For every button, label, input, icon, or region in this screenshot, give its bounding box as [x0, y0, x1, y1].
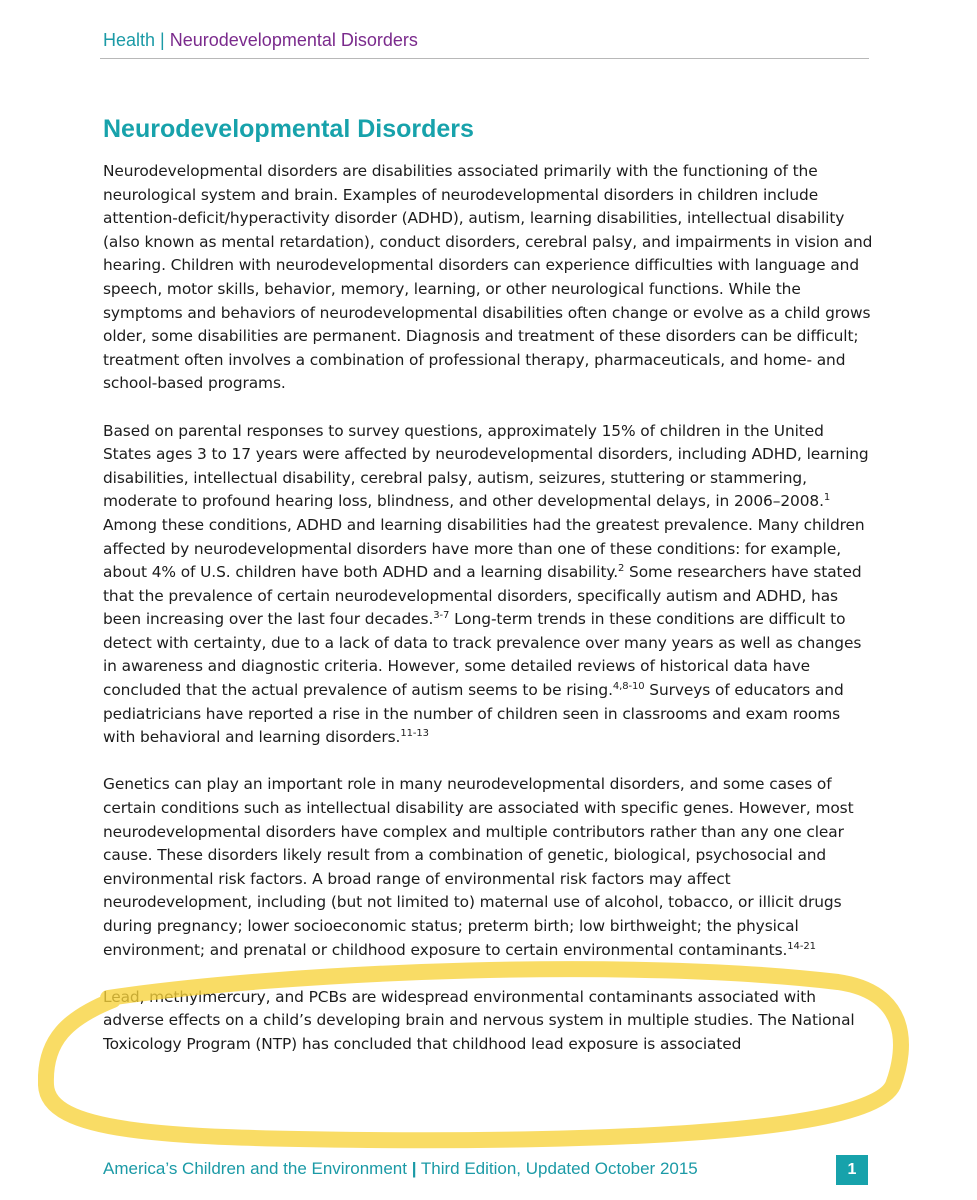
- text-span: Among these conditions, ADHD and learning disabilities had the greatest prevalence. Many children affected by neurodevelopmental disorders have more than one of these conditions: for example, about 4% of U.S. children have both ADHD and a learning disability.: [103, 515, 865, 582]
- citation-ref: 11-13: [400, 728, 429, 740]
- citation-ref: 1: [823, 492, 831, 504]
- paragraph-contaminants: Lead, methylmercury, and PCBs are widespread environmental contaminants associated with adverse effects on a child’s developing brain and nervous system in multiple studies. The National Toxicology Program (NTP) has concluded that childhood lead exposure is associated: [103, 987, 855, 1053]
- paragraph-genetics: [103, 773, 873, 962]
- page-title: Neurodevelopmental Disorders: [103, 115, 474, 143]
- text-span: Long-term trends in these conditions are difficult to detect with certainty, due to a lack of data to track prevalence over many years as well as changes in awareness and diagnostic criteria. However, some detailed reviews of historical data have concluded that the actual prevalence of autism seems to be rising.: [103, 610, 862, 700]
- citation-ref: 4,8-10: [612, 681, 645, 693]
- paragraph-prevalence: [103, 420, 873, 750]
- header-subtitle: Neurodevelopmental Disorders: [169, 30, 418, 50]
- footer-separator: |: [411, 1159, 417, 1178]
- document-body: [103, 160, 873, 1080]
- citation-ref: 2: [618, 563, 625, 575]
- header-category: Health: [103, 30, 156, 50]
- citation-ref: 3-7: [433, 610, 450, 622]
- text-span: Some researchers have stated that the prevalence of certain neurodevelopmental disorders, specifically autism and ADHD, has been increasing over the last four decades.: [103, 563, 862, 629]
- text-span: Genetics can play an important role in many neurodevelopmental disorders, and some cases of certain conditions such as intellectual disability are associated with specific genes. However, most neurodevelopmental disorders have complex and multiple contributors rather than any one clear cause. These disorders likely result from a combination of genetic, biological, psychosocial and environmental risk factors. A broad range of environmental risk factors may affect neurodevelopment, including (but not limited to) maternal use of alcohol, tobacco, or illicit drugs during pregnancy; lower socioeconomic status; preterm birth; low birthweight; the physical environment; and prenatal or childhood exposure to certain environmental contaminants.: [103, 775, 854, 959]
- running-footer: [103, 1158, 698, 1180]
- citation-ref: 14-21: [787, 940, 816, 952]
- running-header: [103, 29, 418, 51]
- paragraph-intro: Neurodevelopmental disorders are disabilities associated primarily with the functioning of the neurological system and brain. Examples of neurodevelopmental disorders in children include attention-deficit/hyperactivity disorder (ADHD), autism, learning disabilities, intellectual disability (also known as mental retardation), conduct disorders, cerebral palsy, and impairments in vision and hearing. Children with neurodevelopmental disorders can experience difficulties with language and speech, motor skills, behavior, memory, learning, or other neurological functions. While the symptoms and behaviors of neurodevelopmental disabilities often change or evolve as a child grows older, some disabilities are permanent. Diagnosis and treatment of these disorders can be difficult; treatment often involves a combination of professional therapy, pharmaceuticals, and home- and school-based programs.: [103, 162, 873, 393]
- header-divider: [100, 58, 869, 59]
- text-span: Surveys of educators and pediatricians have reported a rise in the number of children seen in classrooms and exam rooms with behavioral and learning disorders.: [103, 681, 844, 747]
- footer-publication: America’s Children and the Environment: [103, 1159, 407, 1178]
- text-span: Based on parental responses to survey questions, approximately 15% of children in the United States ages 3 to 17 years were affected by neurodevelopmental disorders, including ADHD, learning disabilities, intellectual disability, cerebral palsy, autism, seizures, stuttering or stammering, moderate to profound hearing loss, blindness, and other developmental delays, in 2006–2008.: [103, 421, 869, 511]
- page-number-badge: 1: [836, 1155, 868, 1185]
- footer-edition: Third Edition, Updated October 2015: [420, 1159, 698, 1178]
- header-separator: |: [160, 30, 165, 50]
